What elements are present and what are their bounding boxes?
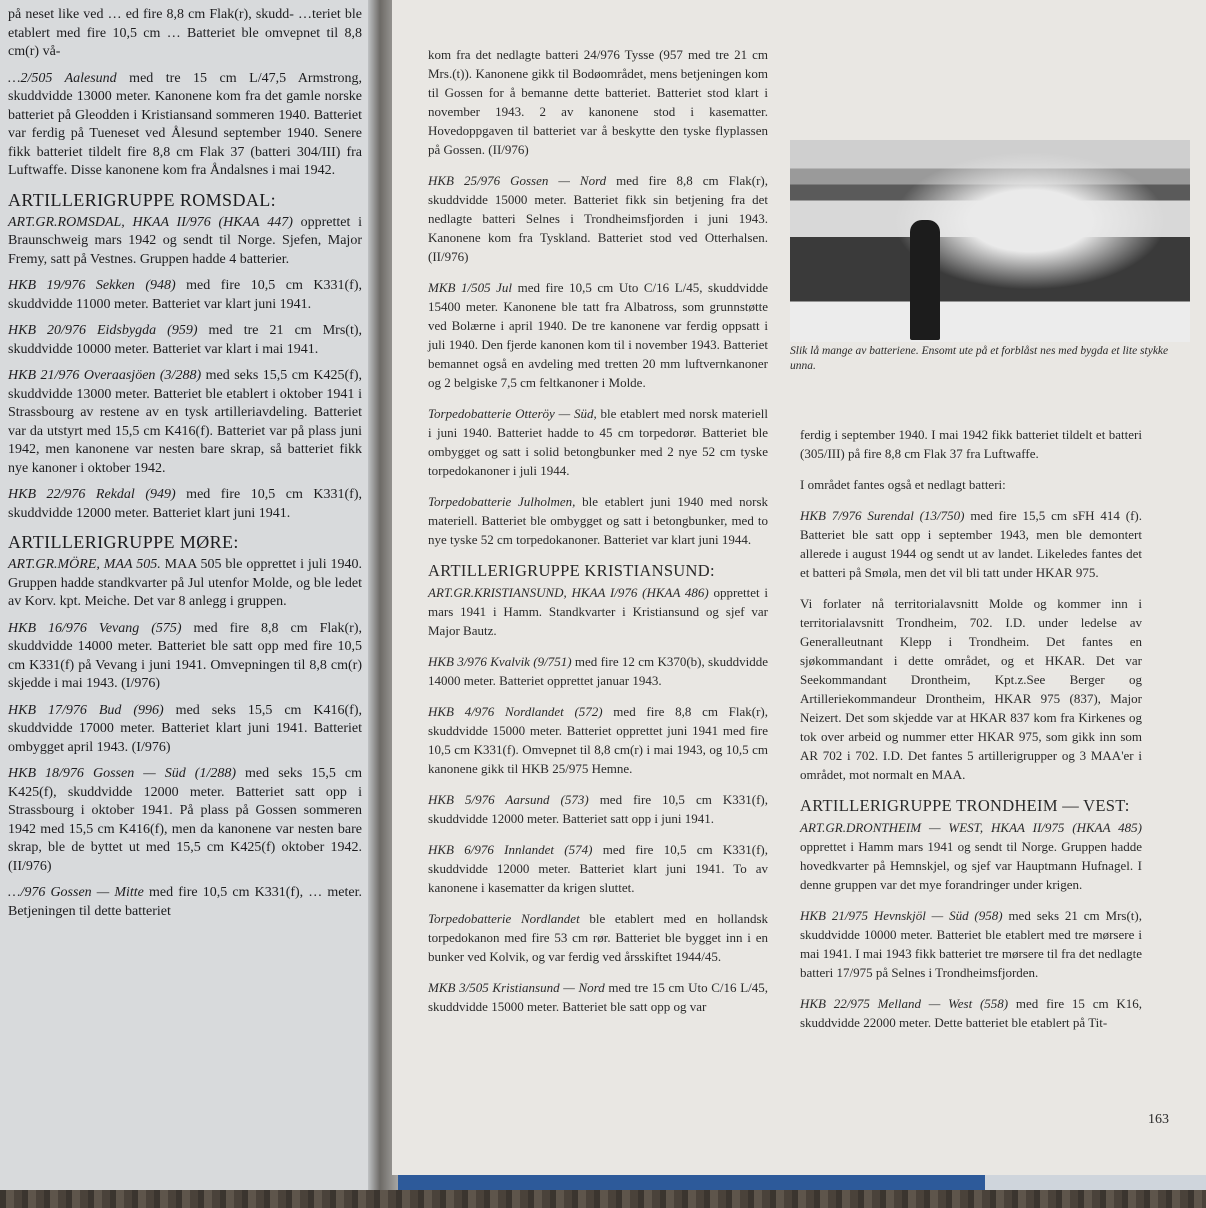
battery-name: HKB 6/976 Innlandet (574): [428, 842, 593, 857]
paragraph-text: med fire 10,5 cm K331(f), skuddvidde 11000 meter. Batteriet var klart juni 1941.: [8, 278, 362, 312]
paragraph-text: med fire 10,5 cm Uto C/16 L/45, skuddvidde 15400 meter. Kanonene ble tatt fra Albatross, som grunnstøtte ved Bolærne i april 1940. De tre kanonene var ferdig oppsatt i juli 1940. Den fjerde kanonen kom til i november 1943. Batteriet bemannet også en avdeling med tretten 20 mm luftvernkanoner og 2 belgiske 7,5 cm feltkanoner i Molde.: [428, 280, 768, 390]
battery-name: HKB 4/976 Nordlandet (572): [428, 704, 603, 719]
battery-name: HKB 18/976 Gossen — Süd (1/288): [8, 766, 236, 781]
paragraph-text: med fire 12 cm K370(b), skuddvidde 14000 meter. Batteriet opprettet januar 1943.: [428, 654, 768, 688]
paragraph-text: med fire 10,5 cm K331(f), … meter. Betjeningen til dette batteriet: [8, 885, 362, 919]
paragraph: [8, 322, 362, 359]
paragraph: [428, 583, 768, 640]
paragraph-text: med seks 15,5 cm K425(f), skuddvidde 13000 meter. Batteriet ble etablert i oktober 1941 i Strassbourg av restene av en tysk artilleriavdeling. Batteriet var da utstyrt med 15,5 cm K416(f). Batteriet var på plass juni 1942, men kanonene var nesten bare skrap, så batteriet fikk nye kanoner i oktober 1942.: [8, 368, 362, 476]
paragraph-text: med fire 8,8 cm Flak(r), skuddvidde 15000 meter. Batteriet opprettet juni 1941 med fire 10,5 cm K331(f). Omvepnet til 8,8 cm(r) i mai 1943, og 10,5 cm kanonene gikk til HKB 25/975 Hemne.: [428, 704, 768, 776]
paragraph: [800, 425, 1142, 463]
battery-name: HKB 21/975 Hevnskjöl — Süd (958): [800, 908, 1003, 923]
battery-name: MKB 1/505 Jul: [428, 280, 513, 295]
paragraph-text: Vi forlater nå territorialavsnitt Molde og kommer inn i territorialavsnitt Trondheim, 702. I.D. under ledelse av Generalleutnant Klepp i Trondheim. Det fantes en sjøkommandant i dette området, og et HKAR. Det var Seekommandant Drontheim, Kpt.z.See Berger og Artilleriekommandeur Drontheim, HKAR 975 (837), Major Neizert. Det som skjedde var at HKAR 837 kom fra Kirkenes og tok over arbeid og nummer etter HKAR 975, som gikk inn som AR 702 i 702. I.D. Det fantes 5 artillerigrupper og 3 MAA'er i området, mot normalt en MAA.: [800, 596, 1142, 782]
paragraph: [428, 702, 768, 778]
paragraph: [428, 278, 768, 392]
paragraph-text: MAA 505 ble opprettet i juli 1940. Gruppen hadde standkvarter på Jul utenfor Molde, og ble ledet av Korv. kpt. Meiche. Det var 8 anlegg i gruppen.: [8, 557, 362, 609]
paragraph: [800, 594, 1142, 784]
right-page-column-2: [800, 425, 1142, 1044]
paragraph-text: med fire 15 cm K16, skuddvidde 22000 meter. Dette batteriet ble etablert på Tit-: [800, 996, 1142, 1030]
section-heading: ARTILLERIGRUPPE KRISTIANSUND:: [428, 561, 715, 580]
paragraph-text: opprettet i Braunschweig mars 1942 og sendt til Norge. Sjefen, Major Fremy, satt på Vestnes. Gruppen hadde 4 batterier.: [8, 214, 362, 267]
battery-name: ART.GR.DRONTHEIM — WEST, HKAA II/975 (HKAA 485): [800, 820, 1142, 835]
paragraph-text: I området fantes også et nedlagt batteri:: [800, 477, 1006, 492]
paragraph: [8, 367, 362, 478]
paragraph-text: med tre 21 cm Mrs(t), skuddvidde 10000 meter. Batteriet var klart i mai 1941.: [8, 323, 362, 357]
battery-name: HKB 7/976 Surendal (13/750): [800, 508, 965, 523]
paragraph: [8, 620, 362, 694]
paragraph: [428, 45, 768, 159]
battery-name: HKB 19/976 Sekken (948): [8, 278, 176, 293]
paragraph: [428, 840, 768, 897]
battery-name: HKB 25/976 Gossen — Nord: [428, 173, 607, 188]
paragraph: [428, 909, 768, 966]
paragraph: [8, 486, 362, 523]
paragraph: [8, 214, 362, 270]
battery-name: HKB 17/976 Bud (996): [8, 702, 164, 718]
paragraph-text: med seks 15,5 cm K416(f), skuddvidde 17000 meter. Batteriet klart juni 1941. Batteriet ombygget april 1943. (I/976): [8, 702, 362, 755]
paragraph: [8, 702, 362, 758]
paragraph-text: med tre 15 cm Uto C/16 L/45, skuddvidde 15000 meter. Batteriet ble satt opp og var: [428, 980, 768, 1014]
paragraph: [428, 978, 768, 1016]
battery-name: MKB 3/505 Kristiansund — Nord: [428, 980, 605, 995]
battery-name: HKB 21/976 Overaasjöen (3/288): [8, 368, 202, 383]
paragraph: [8, 884, 362, 921]
page-number: 163: [1148, 1112, 1169, 1127]
paragraph-text: med fire 8,8 cm Flak(r), skuddvidde 14000 meter. Batteriet ble satt opp med fire 10,5 cm K331(f) på Vevang i juni 1941. Omvepningen til 8,8 cm(r) skjedde i mai 1943. (I/976): [8, 620, 362, 691]
paragraph: [800, 475, 1142, 494]
right-page-column-1: [428, 45, 768, 1028]
left-page: [0, 0, 380, 1190]
battery-name: HKB 5/976 Aarsund (573): [428, 792, 589, 807]
paragraph: [8, 277, 362, 314]
paragraph-text: med fire 15,5 cm sFH 414 (f). Batteriet ble satt opp i september 1943, men ble demontert allerede i august 1944 og sendt ut av landet. Likeledes fantes det et batteri på Smøla, men det vil bli tatt under HKAR 975.: [800, 508, 1143, 580]
paragraph-text: med seks 21 cm Mrs(t), skuddvidde 10000 meter. Batteriet ble etablert med tre mørsere i mai 1941. I mai 1943 fikk batteriet tre mørsere til fra det nedlagte batteri 17/975 på Selnes i Trondheimsfjorden.: [800, 908, 1142, 980]
battery-name: ART.GR.KRISTIANSUND, HKAA I/976 (HKAA 486): [428, 585, 709, 600]
paragraph: [428, 652, 768, 690]
paragraph-text: ble etablert med norsk materiell i juni 1940. Batteriet hadde to 45 cm torpedorør. Batteriet ble ombygget og satt i solid betongbunker med 2 nye 52 cm tyske torpedokanoner i juli 1944.: [428, 406, 768, 478]
photo-person-silhouette: [910, 220, 940, 340]
paragraph: [800, 906, 1142, 982]
paragraph: [8, 765, 362, 876]
battery-name: HKB 20/976 Eidsbygda (959): [8, 323, 198, 338]
left-page-top-text: [8, 6, 362, 523]
paragraph: [8, 70, 362, 181]
paragraph-text: med tre 15 cm L/47,5 Armstrong, skuddvidde 13000 meter. Kanonene kom fra det gamle norske batteriet på Gleodden i Kristiansand sommeren 1940. Batteriet var ferdig på Tueneset ved Ålesund september 1940. Senere fikk batteriet tildelt fire 8,8 cm Flak 37 (batteri 304/III) fra Luftwaffe. Disse kanonene kom fra Åndalsnes i mai 1942.: [8, 70, 362, 178]
paragraph-text: opprettet i mars 1941 i Hamm. Standkvarter i Kristiansund og sjef var Major Bautz.: [428, 585, 768, 638]
paragraph-text: opprettet i Hamm mars 1941 og sendt til Norge. Gruppen hadde hovedkvarter på Hemnskjel, og sjef var Hauptmann Hufnagel. I denne gruppen var det mye forandringer under krigen.: [800, 839, 1142, 892]
section-heading: ARTILLERIGRUPPE MØRE:: [8, 532, 239, 552]
battery-name: Torpedobatterie Julholmen,: [428, 494, 576, 509]
battery-name: HKB 22/976 Rekdal (949): [8, 487, 176, 502]
paragraph-text: med fire 10,5 cm K331(f), skuddvidde 12000 meter. Batteriet satt opp i juni 1941.: [428, 792, 768, 826]
right-page: [392, 0, 1206, 1175]
battery-name: …/976 Gossen — Mitte: [8, 885, 144, 900]
paragraph-text: kom fra det nedlagte batteri 24/976 Tysse (957 med tre 21 cm Mrs.(t)). Kanonene gikk til Bodøområdet, mens betjeningen kom til Gossen for å bemanne dette batteriet. Batteriet stod klart i november 1943. 2 av kanonene stod i kasematter. Hovedoppgaven til batteriet var å beskytte den tyske flyplassen på Gossen. (II/976): [428, 47, 768, 157]
paragraph-text: ble etablert juni 1940 med norsk materiell. Batteriet ble ombygget og satt i betongbunker, med to nye tyske 52 cm torpedokanoner. Batteriet var klart juni 1944.: [428, 494, 769, 547]
coastal-photo: [790, 140, 1190, 342]
paragraph: [8, 6, 362, 62]
paragraph-text: med fire 10,5 cm K331(f), skuddvidde 12000 meter. Batteriet klart juni 1941.: [8, 487, 362, 521]
paragraph: [428, 492, 768, 549]
paragraph: [428, 404, 768, 480]
battery-name: HKB 22/975 Melland — West (558): [800, 996, 1009, 1011]
paragraph: [428, 171, 768, 266]
battery-name: ART.GR.ROMSDAL, HKAA II/976 (HKAA 447): [8, 214, 293, 230]
battery-name: HKB 16/976 Vevang (575): [8, 620, 182, 636]
left-page-text: [8, 6, 362, 929]
section-heading: ARTILLERIGRUPPE TRONDHEIM — VEST:: [800, 796, 1130, 815]
battery-name: ART.GR.MÖRE, MAA 505.: [8, 557, 161, 572]
battery-name: …2/505 Aalesund: [8, 70, 117, 86]
paragraph: [800, 994, 1142, 1032]
battery-name: Torpedobatterie Nordlandet: [428, 911, 580, 926]
paragraph: [8, 556, 362, 612]
paragraph-text: på neset like ved … ed fire 8,8 cm Flak(r), skudd- …teriet ble etablert med fire 10,5 cm … Batteriet ble omvepnet til 8,8 cm(r) vå-: [8, 7, 362, 59]
photo-caption: Slik lå mange av batteriene. Ensomt ute på et forblåst nes med bygda et lite stykke unna.: [790, 345, 1169, 372]
paragraph-text: med seks 15,5 cm K425(f), skuddvidde 12000 meter. Batteriet satt opp i Strassbourg i oktober 1941. På plass på Gossen sommeren 1942 med 15,5 cm K416(f), men da kanonene var nesten bare skrap, ble de byttet ut med 15,5 cm K425(f) oktober 1942. (II/976): [8, 766, 362, 874]
battery-name: HKB 3/976 Kvalvik (9/751): [428, 654, 572, 669]
paragraph: [428, 790, 768, 828]
left-page-bottom-text: [8, 531, 362, 921]
paragraph-text: med fire 10,5 cm K331(f), skuddvidde 12000 meter. Batteriet klart juni 1941. To av kanonene i kasematter da krigen sluttet.: [428, 842, 769, 895]
paragraph-text: ble etablert med en hollandsk torpedokanon med fire 53 cm rør. Batteriet ble bygget inn i en bunker ved Kolvik, og var ferdig ved årsskiftet 1944/45.: [428, 911, 769, 964]
paragraph-text: med fire 8,8 cm Flak(r), skuddvidde 15000 meter. Batteriet fikk sin betjening fra det nedlagte batteri Selnes i Trondheimsfjorden i juni 1943. Kanonene kom fra Tyskland. Batteriet stod ved Otterhalsen. (II/976): [428, 173, 768, 264]
battery-name: Torpedobatterie Otteröy — Süd,: [428, 406, 597, 421]
paragraph: [800, 506, 1142, 582]
paragraph-text: ferdig i september 1940. I mai 1942 fikk batteriet tildelt et batteri (305/III) på fire 8,8 cm Flak 37 fra Luftwaffe.: [800, 427, 1142, 461]
paragraph: [800, 818, 1142, 894]
section-heading: ARTILLERIGRUPPE ROMSDAL:: [8, 189, 277, 210]
